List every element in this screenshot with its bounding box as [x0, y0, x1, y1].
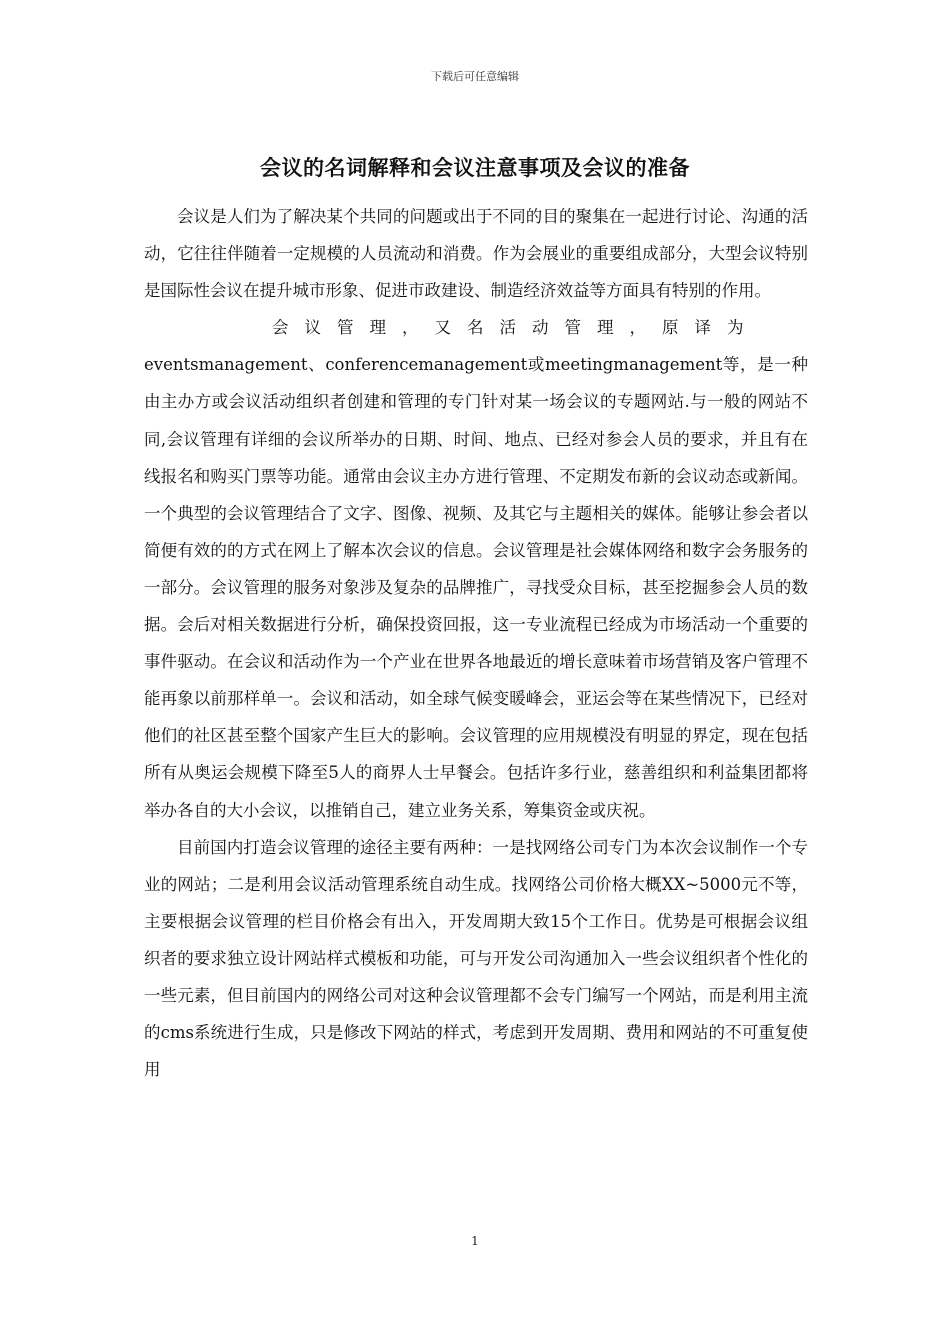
document-body — [144, 198, 808, 1088]
page-header-note: 下载后可任意编辑 — [431, 70, 519, 83]
paragraph-meeting-management-description: eventsmanagement、conferencemanagement或meetingmanagement等，是一种由主办方或会议活动组织者创建和管理的专门针对某一场会议的专题网站.与一般的网站不同,会议管理有详细的会议所举办的日期、时间、地点、已经对参会人员的要求，并且有在线报名和购买门票等功能。通常由会议主办方进行管理、不定期发布新的会议动态或新闻。一个典型的会议管理结合了文字、图像、视频、及其它与主题相关的媒体。能够让参会者以简便有效的的方式在网上了解本次会议的信息。会议管理是社会媒体网络和数字会务服务的一部分。会议管理的服务对象涉及复杂的品牌推广，寻找受众目标，甚至挖掘参会人员的数据。会后对相关数据进行分析，确保投资回报，这一专业流程已经成为市场活动一个重要的事件驱动。在会议和活动作为一个产业在世界各地最近的增长意味着市场营销及客户管理不能再象以前那样单一。会议和活动，如全球气候变暖峰会，亚运会等在某些情况下，已经对他们的社区甚至整个国家产生巨大的影响。会议管理的应用规模没有明显的界定，现在包括所有从奥运会规模下降至5人的商界人士早餐会。包括许多行业，慈善组织和利益集团都将举办各自的大小会议，以推销自己，建立业务关系，筹集资金或庆祝。 — [144, 355, 808, 820]
paragraph-meeting-definition: 会议是人们为了解决某个共同的问题或出于不同的目的聚集在一起进行讨论、沟通的活动，它往往伴随着一定规模的人员流动和消费。作为会展业的重要组成部分，大型会议特别是国际性会议在提升城市形象、促进市政建设、制造经济效益等方面具有特别的作用。 — [144, 207, 808, 301]
document-title: 会议的名词解释和会议注意事项及会议的准备 — [260, 156, 690, 180]
paragraph-meeting-management-heading: 会议管理，又名活动管理，原译为 — [272, 318, 760, 338]
page-number: 1 — [471, 1234, 479, 1248]
paragraph-domestic-approaches: 目前国内打造会议管理的途径主要有两种：一是找网络公司专门为本次会议制作一个专业的网站；二是利用会议活动管理系统自动生成。找网络公司价格大概XX~5000元不等，主要根据会议管理的栏目价格会有出入，开发周期大致15个工作日。优势是可根据会议组织者的要求独立设计网站样式模板和功能，可与开发公司沟通加入一些会议组织者个性化的一些元素，但目前国内的网络公司对这种会议管理都不会专门编写一个网站，而是利用主流的cms系统进行生成，只是修改下网站的样式，考虑到开发周期、费用和网站的不可重复使用 — [144, 837, 808, 1080]
